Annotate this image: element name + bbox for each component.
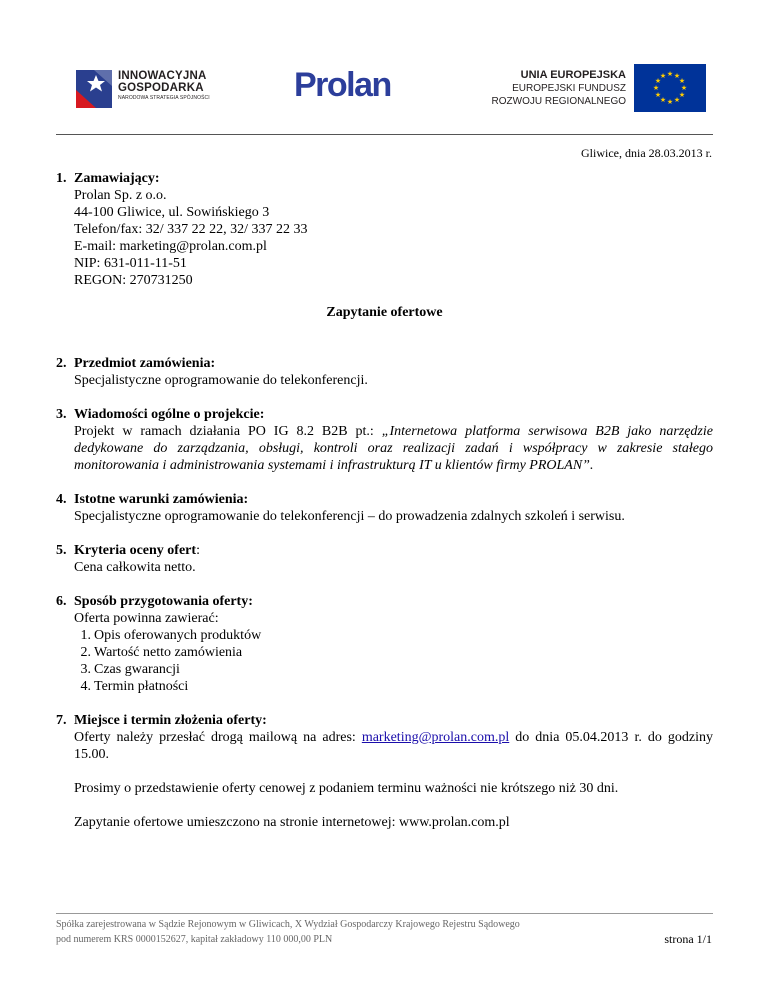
section-number: 2. xyxy=(56,356,67,371)
list-item xyxy=(74,678,713,695)
eu-logo-line3: ROZWOJU REGIONALNEGO xyxy=(491,96,626,107)
company-name: Prolan Sp. z o.o. xyxy=(74,188,167,203)
footer-line2: pod numerem KRS 0000152627, kapitał zakładowy 110 000,00 PLN xyxy=(56,934,333,945)
eu-logo-line2: EUROPEJSKI FUNDUSZ xyxy=(512,83,626,94)
closing-paragraph-website: Zapytanie ofertowe umieszczono na stronie internetowej: www.prolan.com.pl xyxy=(74,815,510,830)
svg-text:★: ★ xyxy=(673,96,681,104)
section-sposob xyxy=(56,593,713,695)
company-address: 44-100 Gliwice, ul. Sowińskiego 3 xyxy=(74,205,270,220)
email-link[interactable]: marketing@prolan.com.pl xyxy=(361,730,510,745)
svg-text:★: ★ xyxy=(654,91,662,99)
company-phone: Telefon/fax: 32/ 337 22 22, 32/ 337 22 33 xyxy=(74,222,308,237)
submission-text-before: Oferty należy przesłać drogą mailową na adres: xyxy=(74,730,362,745)
section-heading: Sposób przygotowania oferty: xyxy=(74,594,253,609)
section-text: Oferta powinna zawierać: xyxy=(74,611,219,626)
prolan-logo: Prolan xyxy=(294,66,391,104)
project-title: „Internetowa platforma serwisowa B2B jako narzędzie dedykowane do zarządzania, obsługi, kontroli oraz realizacji zadań i współpracy w zakresie stałego monitorowania i administrowania systemami i infrastrukturą IT u klientów firmy PROLAN”. xyxy=(74,424,713,473)
eu-flag-icon xyxy=(634,64,706,112)
list-item xyxy=(74,627,713,644)
eu-logo xyxy=(486,64,706,114)
list-item xyxy=(74,644,713,661)
section-warunki xyxy=(56,491,713,525)
page-number: strona 1/1 xyxy=(664,932,712,946)
list-item-number: 3. xyxy=(80,662,91,677)
svg-text:★: ★ xyxy=(654,77,662,85)
section-heading: Przedmiot zamówienia: xyxy=(74,356,216,371)
submission-text-after: do dnia 05.04.2013 r. do godziny 15.00. xyxy=(74,730,713,762)
eu-logo-line1: UNIA EUROPEJSKA xyxy=(520,69,626,81)
section-heading xyxy=(74,542,713,559)
section-heading-colon: : xyxy=(196,543,200,558)
section-text: Specjalistyczne oprogramowanie do telekonferencji. xyxy=(74,373,368,388)
closing-paragraph-validity: Prosimy o przedstawienie oferty cenowej z podaniem terminu ważności nie krótszego niż 30 dni. xyxy=(74,781,619,796)
ig-logo-line2: GOSPODARKA xyxy=(118,82,204,94)
footer-line1: Spółka zarejestrowana w Sądzie Rejonowym w Gliwicach, X Wydział Gospodarczy Krajowego Rejestru Sądowego xyxy=(56,919,520,930)
company-regon: REGON: 270731250 xyxy=(74,273,193,288)
ig-emblem-icon xyxy=(76,66,114,110)
section-number: 4. xyxy=(56,492,67,507)
section-heading: Wiadomości ogólne o projekcie: xyxy=(74,407,265,422)
list-item-text: Termin płatności xyxy=(94,679,189,694)
section-heading: Miejsce i termin złożenia oferty: xyxy=(74,713,267,728)
section-text xyxy=(74,423,713,474)
section-number: 1. xyxy=(56,171,67,186)
svg-text:★: ★ xyxy=(673,72,681,80)
innowacyjna-gospodarka-logo xyxy=(76,66,226,116)
section-kryteria xyxy=(56,542,713,576)
section-heading-text: Kryteria oceny ofert xyxy=(74,543,197,558)
svg-text:★: ★ xyxy=(659,72,667,80)
list-item-number: 4. xyxy=(80,679,91,694)
section-number: 5. xyxy=(56,543,67,558)
svg-text:★: ★ xyxy=(680,84,688,92)
section-zamawiajacy xyxy=(56,170,713,289)
svg-text:★: ★ xyxy=(678,91,686,99)
ig-logo-line1: INNOWACYJNA xyxy=(118,70,207,82)
page-title: Zapytanie ofertowe xyxy=(326,305,443,320)
offer-requirements-list xyxy=(74,627,713,695)
list-item-number: 1. xyxy=(80,628,91,643)
footer-company-info xyxy=(56,917,520,947)
company-nip: NIP: 631-011-11-51 xyxy=(74,256,187,271)
list-item-text: Opis oferowanych produktów xyxy=(94,628,262,643)
section-miejsce-termin xyxy=(56,712,713,763)
list-item-text: Wartość netto zamówienia xyxy=(94,645,243,660)
svg-text:★: ★ xyxy=(678,77,686,85)
list-item-text: Czas gwarancji xyxy=(94,662,180,677)
section-przedmiot xyxy=(56,355,713,389)
section-wiadomosci xyxy=(56,406,713,474)
section-number: 7. xyxy=(56,713,67,728)
footer-divider xyxy=(56,913,713,914)
project-intro: Projekt w ramach działania PO IG 8.2 B2B pt.: xyxy=(74,424,382,439)
section-number: 6. xyxy=(56,594,67,609)
document-date: Gliwice, dnia 28.03.2013 r. xyxy=(581,146,712,160)
section-heading: Istotne warunki zamówienia: xyxy=(74,492,249,507)
section-number: 3. xyxy=(56,407,67,422)
list-item-number: 2. xyxy=(80,645,91,660)
section-heading: Zamawiający: xyxy=(74,171,160,186)
section-text: Specjalistyczne oprogramowanie do telekonferencji – do prowadzenia zdalnych szkoleń i serwisu. xyxy=(74,509,625,524)
svg-text:★: ★ xyxy=(659,96,667,104)
svg-text:★: ★ xyxy=(666,70,674,78)
svg-text:★: ★ xyxy=(666,98,674,106)
list-item xyxy=(74,661,713,678)
svg-text:★: ★ xyxy=(652,84,660,92)
document-body xyxy=(56,170,713,831)
section-text xyxy=(74,729,713,763)
ig-logo-line3: NARODOWA STRATEGIA SPÓJNOŚCI xyxy=(118,95,210,101)
header-divider xyxy=(56,134,713,135)
company-email: E-mail: marketing@prolan.com.pl xyxy=(74,239,267,254)
section-text: Cena całkowita netto. xyxy=(74,560,196,575)
